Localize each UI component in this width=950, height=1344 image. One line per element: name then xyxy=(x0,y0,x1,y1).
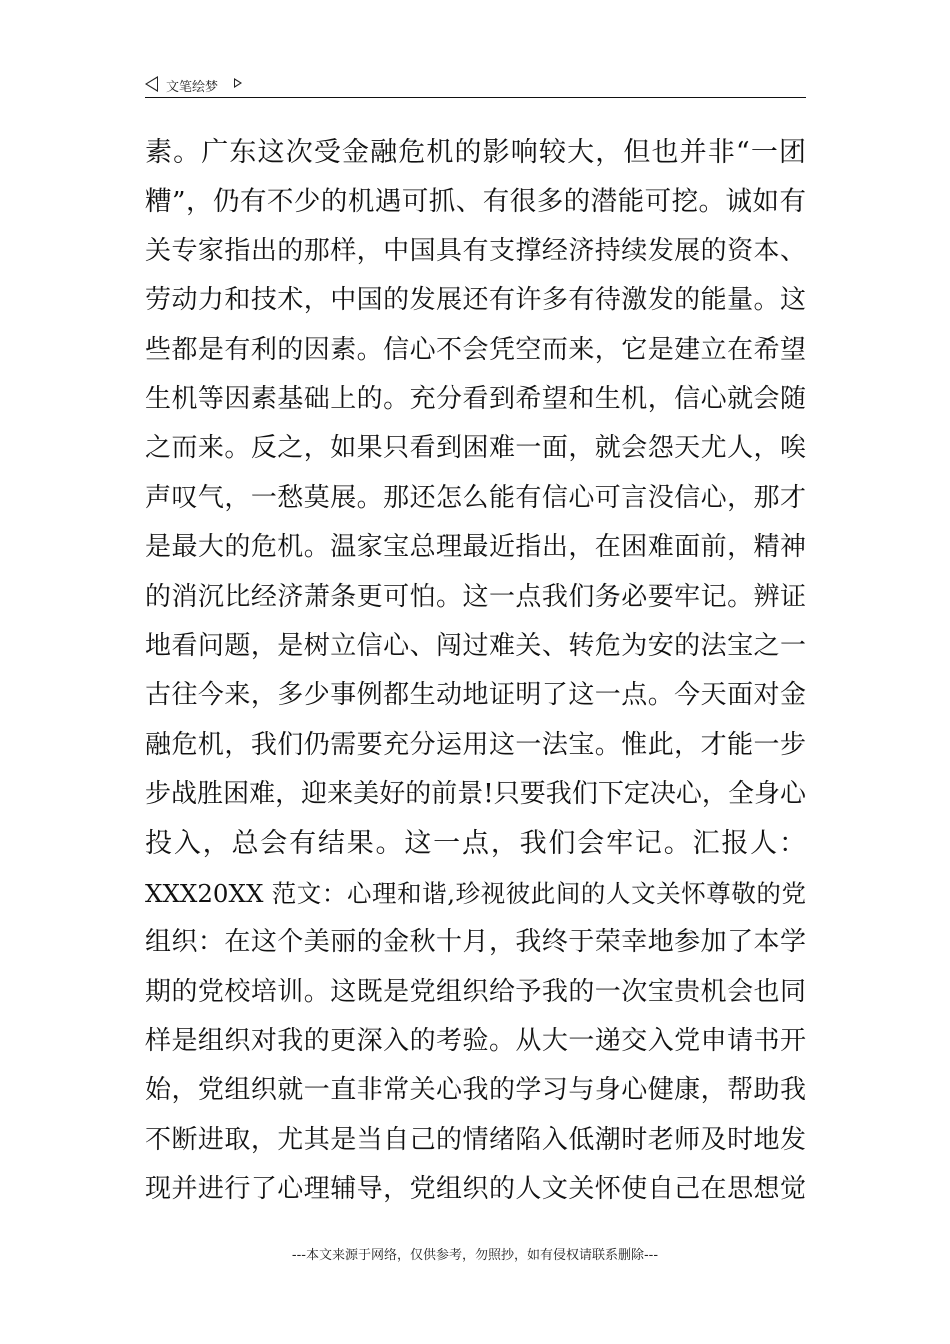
left-triangle-icon xyxy=(145,76,158,92)
text-line: 生机等因素基础上的。充分看到希望和生机，信心就会随 xyxy=(145,383,806,414)
text-line: 投入，总会有结果。这一点，我们会牢记。汇报人： xyxy=(145,828,806,860)
text-line: 古往今来，多少事例都生动地证明了这一点。今天面对金 xyxy=(145,680,806,711)
text-line: 是最大的危机。温家宝总理最近指出，在困难面前，精神 xyxy=(145,532,806,563)
text-line: 糟”，仍有不少的机遇可抓、有很多的潜能可挖。诚如有 xyxy=(145,186,806,218)
text-line: 期的党校培训。这既是党组织给予我的一次宝贵机会也同 xyxy=(145,976,806,1007)
text-line: 样是组织对我的更深入的考验。从大一递交入党申请书开 xyxy=(145,1026,806,1057)
text-line: 步战胜困难，迎来美好的前景!只要我们下定决心，全身心 xyxy=(145,779,806,810)
page-header xyxy=(145,74,806,96)
text-line: 劳动力和技术，中国的发展还有许多有待激发的能量。这 xyxy=(145,285,806,316)
text-line: 声叹气，一愁莫展。那还怎么能有信心可言没信心，那才 xyxy=(145,482,806,513)
text-line: 现并进行了心理辅导，党组织的人文关怀使自己在思想觉 xyxy=(145,1174,806,1205)
text-line: 的消沉比经济萧条更可怕。这一点我们务必要牢记。辨证 xyxy=(145,581,806,612)
text-line: 些都是有利的因素。信心不会凭空而来，它是建立在希望 xyxy=(145,334,806,365)
text-line: 融危机，我们仍需要充分运用这一法宝。惟此，才能一步 xyxy=(145,729,806,760)
text-line: 组织：在这个美丽的金秋十月，我终于荣幸地参加了本学 xyxy=(145,927,806,958)
footer-notice: ---本文来源于网络，仅供参考，勿照抄，如有侵权请联系删除--- xyxy=(291,1248,659,1263)
text-line: XXX20XX 范文：心理和谐,珍视彼此间的人文关怀尊敬的党 xyxy=(145,878,806,908)
text-line: 素。广东这次受金融危机的影响较大，但也并非“一团 xyxy=(145,137,806,168)
right-triangle-icon xyxy=(234,78,242,88)
text-line: 不断进取，尤其是当自己的情绪陷入低潮时老师及时地发 xyxy=(145,1124,806,1155)
body-text xyxy=(145,128,806,1215)
text-line: 地看问题，是树立信心、闯过难关、转危为安的法宝之一 xyxy=(145,630,806,661)
header-title: 文笔绘梦 xyxy=(166,80,219,95)
header-rule xyxy=(145,97,806,98)
text-line: 始，党组织就一直非常关心我的学习与身心健康，帮助我 xyxy=(145,1075,806,1106)
text-line: 之而来。反之，如果只看到困难一面，就会怨天尤人，唉 xyxy=(145,433,806,464)
text-line: 关专家指出的那样，中国具有支撑经济持续发展的资本、 xyxy=(145,235,806,266)
